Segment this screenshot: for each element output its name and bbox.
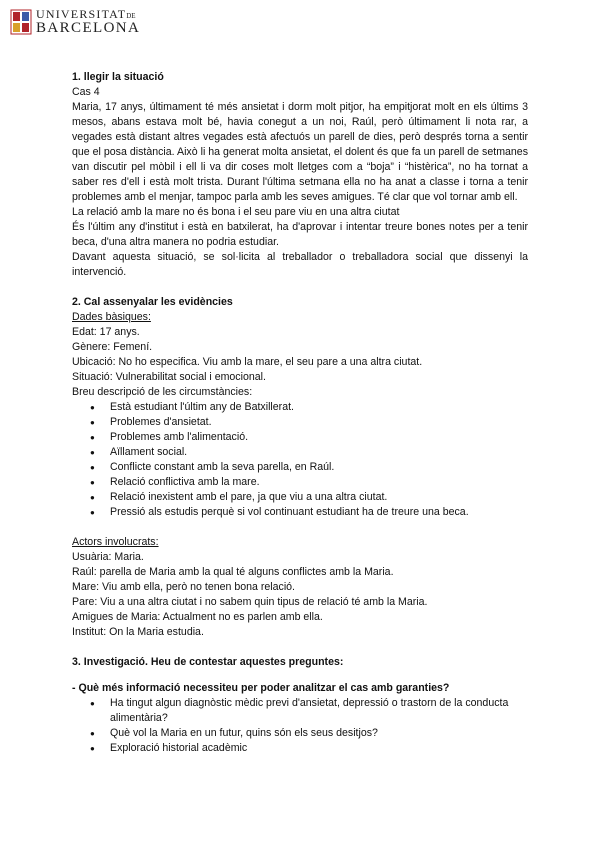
situation-line: Situació: Vulnerabilitat social i emocional. [72,371,266,383]
case-paragraph: Maria, 17 anys, últimament té més ansietat i dorm molt pitjor, ha empitjorat molt en els últims 3 mesos, abans estava molt bé, havia conegut a un noi, Raúl, però últimament li nota rar, a vegades està distant altres vegades està afectuós un parell de dies, però després torna a sentir que el posa distància. Això li ha generat molta ansietat, el dolent és que fa un parell de setmanes van discutir pel mòbil i ell li va dir coses molt lletges com a “boja” i “histèrica”, no ha tornat a saber res d'ell i està molt trista. Durant l'última setmana ella no ha anat a classe i torna a tenir problemes amb el menjar, tampoc parla amb les seves amigues. Té clar que vol tornar amb ell. [72,101,528,203]
list-item: ● Relació conflictiva amb la mare. [110,475,528,490]
location-line: Ubicació: No ho especifica. Viu amb la mare, el seu pare a una altra ciutat. [72,356,423,368]
basic-data-label: Dades bàsiques: [72,311,151,323]
list-item: ● Exploració historial acadèmic [110,741,528,756]
circumstances-list [72,400,528,520]
university-logo [10,8,140,36]
list-item: ● Què vol la Maria en un futur, quins són els seus desitjos? [110,726,528,741]
brief-description-label: Breu descripció de les circumstàncies: [72,386,253,398]
list-item: ● Problemes amb l'alimentació. [110,430,528,445]
document-body [72,70,528,756]
actor-line: Usuària: Maria. [72,551,144,563]
university-seal-icon [10,9,32,35]
questions-list [72,696,528,756]
actor-line: Mare: Viu amb ella, però no tenen bona relació. [72,581,296,593]
case-label: Cas 4 [72,86,100,98]
case-line-mother: La relació amb la mare no és bona i el seu pare viu en una altra ciutat [72,206,400,218]
actor-line: Pare: Viu a una altra ciutat i no sabem quin tipus de relació té amb la Maria. [72,596,428,608]
list-item: ● Aïllament social. [110,445,528,460]
age-line: Edat: 17 anys. [72,326,140,338]
list-item: ● Pressió als estudis perquè si vol continuant estudiant ha de treure una beca. [110,505,528,520]
logo-university-word: UNIVERSITAT [36,7,127,21]
logo-de-word: DE [126,12,136,20]
case-paragraph-school: És l'últim any d'institut i està en batxilerat, ha d'aprovar i intentar treure bones notes per a tenir beca, d'una altra manera no podria estudiar. [72,221,528,248]
list-item: ● Relació inexistent amb el pare, ja que viu a una altra ciutat. [110,490,528,505]
section3-title: 3. Investigació. Heu de contestar aquestes preguntes: [72,656,344,668]
actor-line: Institut: On la Maria estudia. [72,626,204,638]
list-item: ● Ha tingut algun diagnòstic mèdic previ d'ansietat, depressió o trastorn de la conducta alimentària? [110,696,528,726]
list-item: ● Problemes d'ansietat. [110,415,528,430]
actor-line: Raúl: parella de Maria amb la qual té alguns conflictes amb la Maria. [72,566,394,578]
section3-question: - Què més informació necessiteu per poder analitzar el cas amb garanties? [72,682,450,694]
logo-barcelona-word: BARCELONA [36,20,141,36]
list-item: ● Està estudiant l'últim any de Batxillerat. [110,400,528,415]
section2-title: 2. Cal assenyalar les evidències [72,296,233,308]
list-item: ● Conflicte constant amb la seva parella, en Raúl. [110,460,528,475]
case-paragraph-request: Davant aquesta situació, se sol·licita al treballador o treballadora social que dissenyi la intervenció. [72,251,528,278]
actor-line: Amigues de Maria: Actualment no es parlen amb ella. [72,611,323,623]
actors-label: Actors involucrats: [72,536,159,548]
gender-line: Gènere: Femení. [72,341,153,353]
section1-title: 1. llegir la situació [72,71,164,83]
